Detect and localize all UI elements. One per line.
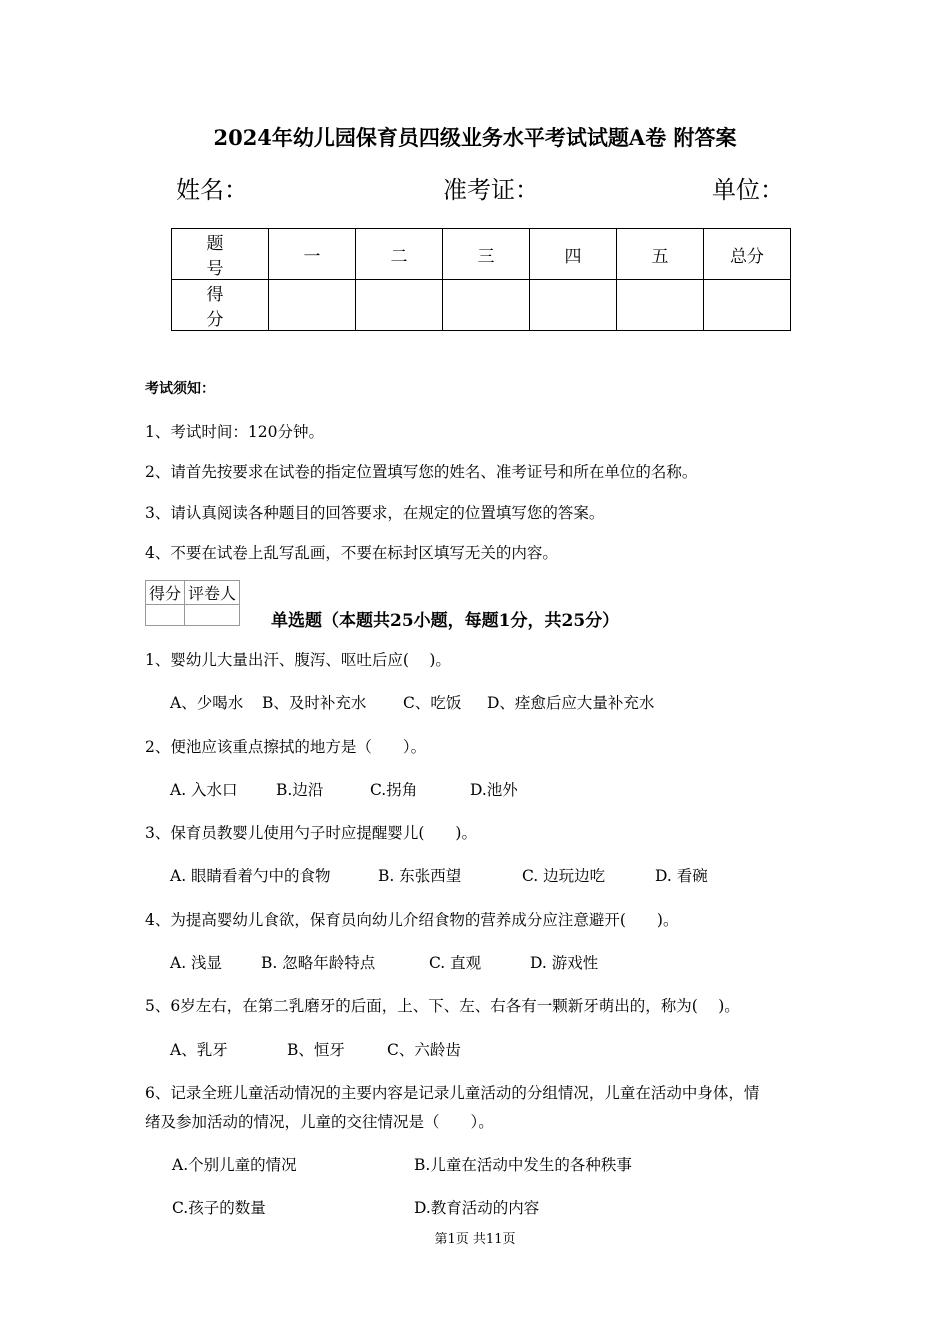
score-cell[interactable] — [617, 280, 704, 331]
score-cell[interactable] — [443, 280, 530, 331]
option: B、及时补充水 — [262, 694, 367, 712]
score-header-cell: 题 号 — [172, 229, 269, 280]
option: D.教育活动的内容 — [414, 1199, 540, 1217]
option: B. 东张西望 — [378, 867, 462, 885]
score-cell[interactable] — [269, 280, 356, 331]
option: A、少喝水 — [170, 694, 244, 712]
grader-box — [145, 580, 240, 626]
option: C、六龄齿 — [387, 1041, 461, 1059]
score-table-header-row — [172, 229, 791, 280]
section-title: 单选题（本题共25小题，每题1分，共25分） — [271, 611, 620, 631]
option: A. 入水口 — [170, 781, 238, 799]
option: B.儿童在活动中发生的各种秩事 — [414, 1156, 632, 1174]
option: A、乳牙 — [170, 1041, 228, 1059]
page-footer: 第1页 共11页 — [434, 1232, 516, 1247]
score-header-cell: 二 — [356, 229, 443, 280]
score-cell[interactable] — [530, 280, 617, 331]
option: C.拐角 — [370, 781, 418, 799]
grader-name-label: 评卷人 — [185, 581, 240, 605]
question-text: 5、6岁左右，在第二乳磨牙的后面，上、下、左、右各有一颗新牙萌出的，称为( )。 — [145, 997, 740, 1015]
option: B、恒牙 — [287, 1041, 345, 1059]
score-header-cell: 总分 — [704, 229, 791, 280]
option: A. 浅显 — [170, 954, 223, 972]
name-field-label: 姓名： — [176, 176, 248, 204]
notice-item: 1、考试时间：120分钟。 — [145, 423, 324, 441]
score-header-cell: 一 — [269, 229, 356, 280]
notice-item: 2、请首先按要求在试卷的指定位置填写您的姓名、准考证号和所在单位的名称。 — [145, 463, 698, 481]
score-cell[interactable] — [356, 280, 443, 331]
unit-field-label: 单位： — [712, 176, 784, 204]
option: C、吃饭 — [403, 694, 462, 712]
score-cell[interactable] — [704, 280, 791, 331]
question-text: 4、为提高婴幼儿食欲，保育员向幼儿介绍食物的营养成分应注意避开( )。 — [145, 911, 679, 929]
score-header-cell: 三 — [443, 229, 530, 280]
notice-item: 4、不要在试卷上乱写乱画，不要在标封区填写无关的内容。 — [145, 544, 558, 562]
option: C. 直观 — [429, 954, 482, 972]
option: B. 忽略年龄特点 — [261, 954, 376, 972]
page-title: 2024年幼儿园保育员四级业务水平考试试题A卷 附答案 — [213, 125, 737, 150]
option: D. 游戏性 — [530, 954, 599, 972]
score-table — [171, 228, 791, 331]
score-row-label: 得 分 — [172, 280, 269, 331]
question-text: 1、婴幼儿大量出汗、腹泻、呕吐后应( )。 — [145, 651, 451, 669]
option: D、痊愈后应大量补充水 — [487, 694, 655, 712]
option: D. 看碗 — [655, 867, 708, 885]
notice-heading: 考试须知： — [145, 381, 215, 397]
question-text: 3、保育员教婴儿使用勺子时应提醒婴儿( )。 — [145, 824, 477, 842]
notice-item: 3、请认真阅读各种题目的回答要求，在规定的位置填写您的答案。 — [145, 504, 605, 522]
score-header-cell: 五 — [617, 229, 704, 280]
ticket-field-label: 准考证： — [443, 176, 539, 204]
option: C. 边玩边吃 — [522, 867, 606, 885]
question-text: 2、便池应该重点擦拭的地方是（ ）。 — [145, 738, 427, 756]
question-text: 6、记录全班儿童活动情况的主要内容是记录儿童活动的分组情况，儿童在活动中身体，情 — [145, 1084, 760, 1102]
grader-score-label: 得分 — [146, 581, 185, 605]
question-text-continued: 绪及参加活动的情况，儿童的交往情况是（ ）。 — [145, 1113, 494, 1131]
grader-score-cell[interactable] — [146, 605, 185, 626]
option: D.池外 — [470, 781, 518, 799]
option: C.孩子的数量 — [172, 1199, 266, 1217]
grader-name-cell[interactable] — [185, 605, 240, 626]
score-table-score-row — [172, 280, 791, 331]
option: B.边沿 — [276, 781, 324, 799]
option: A.个别儿童的情况 — [172, 1156, 297, 1174]
score-header-cell: 四 — [530, 229, 617, 280]
option: A. 眼睛看着勺中的食物 — [170, 867, 331, 885]
